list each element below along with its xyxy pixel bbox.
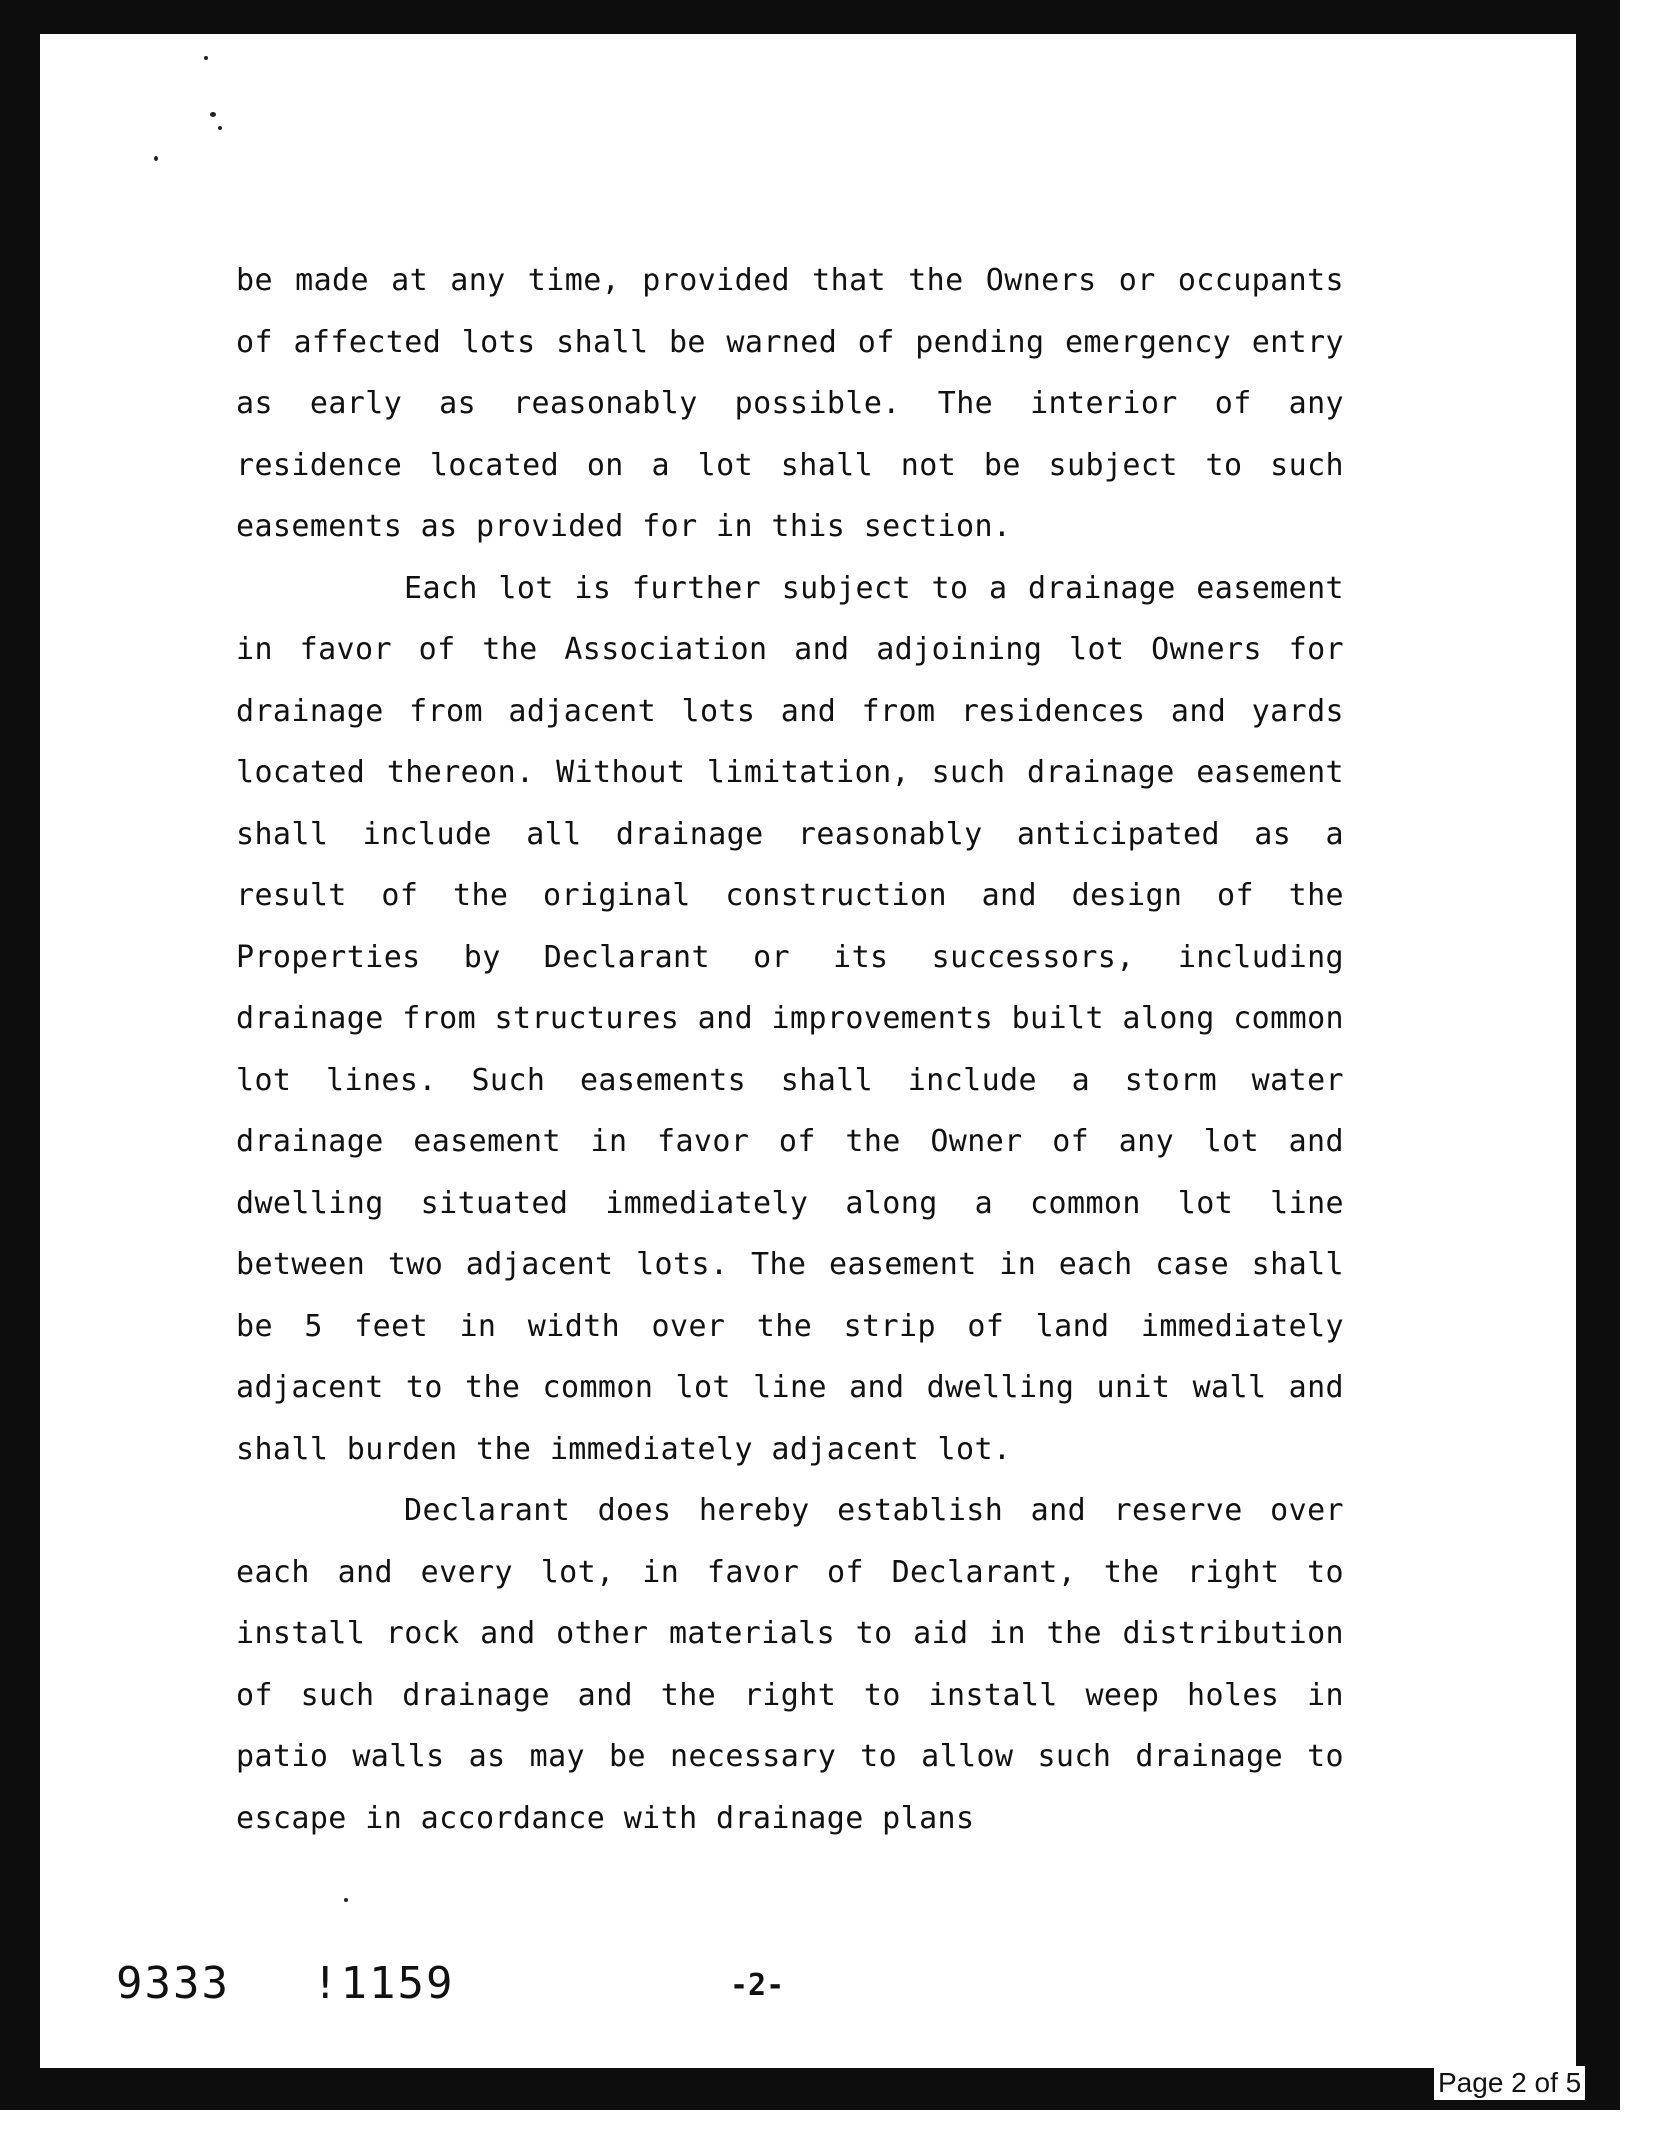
scan-speck: [210, 112, 216, 117]
page-number: -2-: [730, 1968, 785, 2003]
scan-border-left: [0, 0, 40, 2110]
scan-speck: [218, 126, 222, 130]
scan-speck: [344, 1898, 348, 1902]
document-body: [236, 250, 1344, 1849]
page-stamp-value: 1159: [340, 1958, 455, 2009]
paragraph: Declarant does hereby establish and reserve over each and every lot, in favor of Declarant, the right to install rock and other materials to aid in the distribution of such drainage and the right to install weep holes in patio walls as may be necessary to allow such drainage to escape in accordance with drainage plans: [236, 1493, 1344, 1836]
page-stamp-mark: !: [312, 1958, 341, 2009]
page-of-label: Page 2 of 5: [1434, 2066, 1585, 2100]
scan-border-bottom: [0, 2068, 1620, 2110]
book-number: 9333: [116, 1958, 230, 2009]
paragraph: Each lot is further subject to a drainage easement in favor of the Association and adjoining lot Owners for drainage from adjacent lots and from residences and yards located thereon. Without limitation, such drainage easement shall include all drainage reasonably anticipated as a result of the original construction and design of the Properties by Declarant or its successors, including drainage from structures and improvements built along common lot lines. Such easements shall include a storm water drainage easement in favor of the Owner of any lot and dwelling situated immediately along a common lot line between two adjacent lots. The easement in each case shall be 5 feet in width over the strip of land immediately adjacent to the common lot line and dwelling unit wall and shall burden the immediately adjacent lot.: [236, 570, 1344, 1467]
scan-speck: [154, 156, 158, 161]
page-stamp: [312, 1958, 454, 2009]
scan-border-top: [0, 0, 1620, 34]
paragraph: be made at any time, provided that the Owners or occupants of affected lots shall be warned of pending emergency entry as early as reasonably possible. The interior of any residence located on a lot shall not be subject to such easements as provided for in this section.: [236, 263, 1344, 544]
scan-speck: [204, 56, 208, 60]
scan-border-right: [1576, 0, 1620, 2110]
